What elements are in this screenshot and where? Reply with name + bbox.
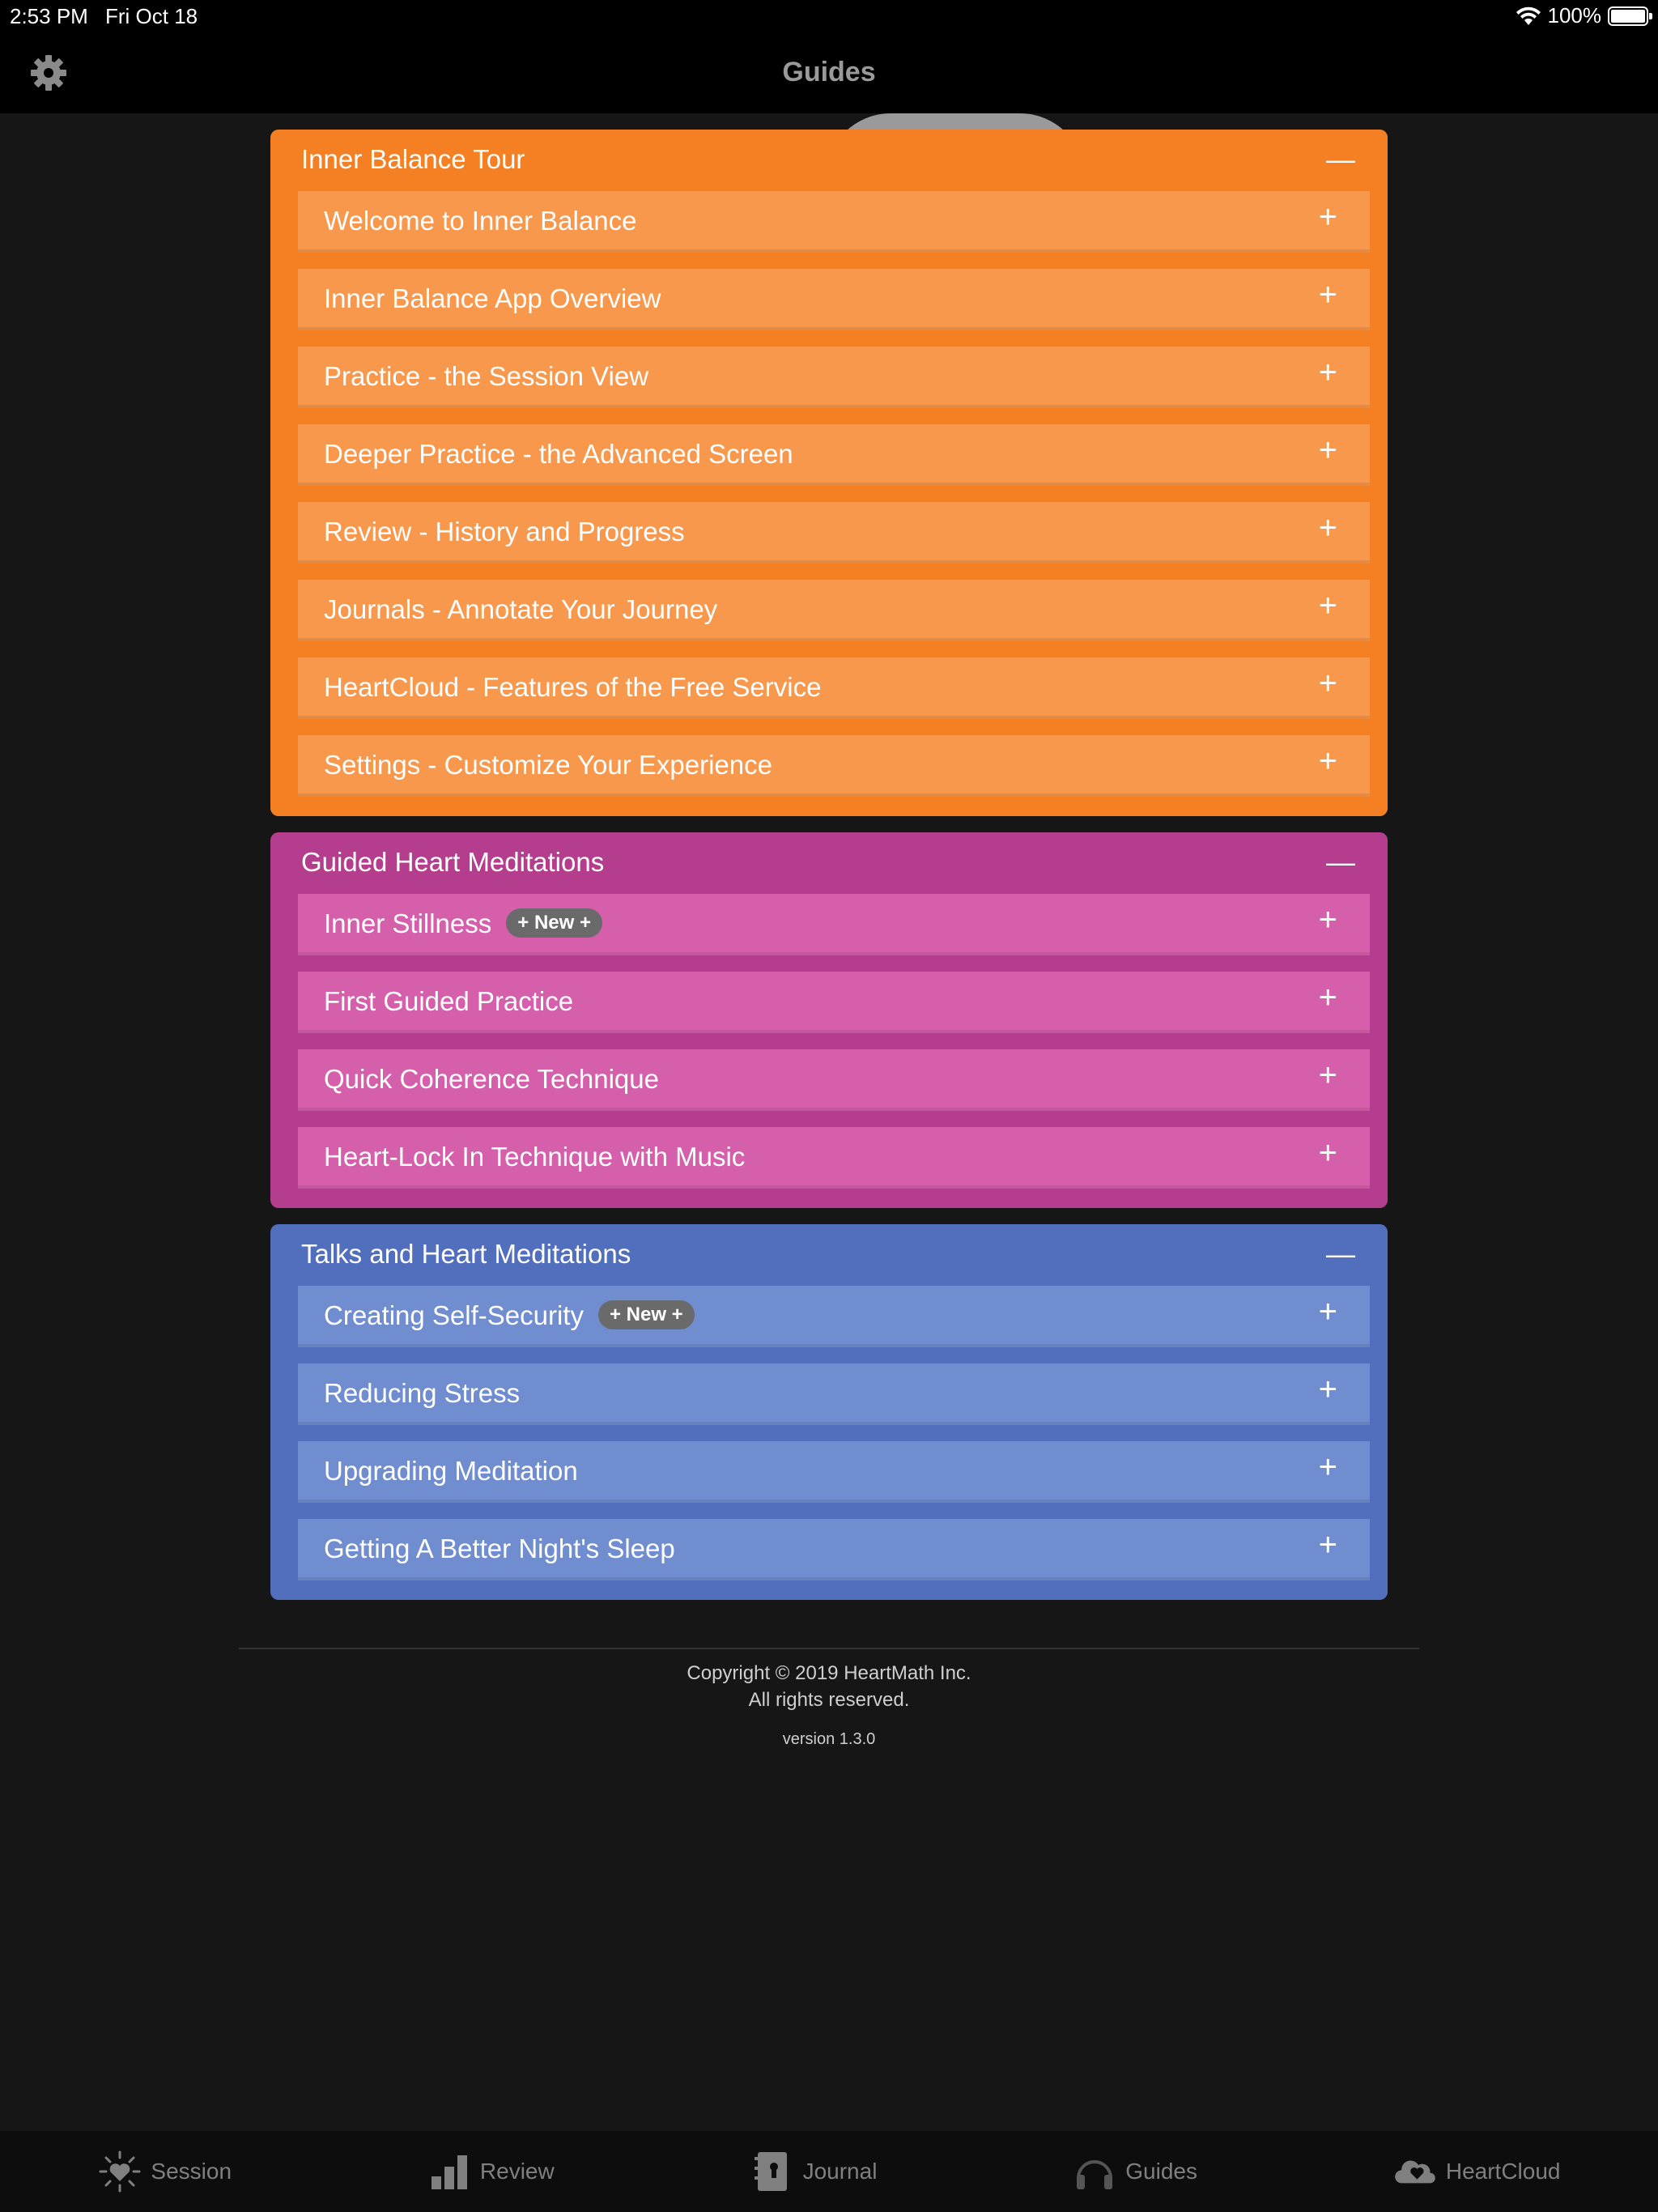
guide-item[interactable] [298, 972, 1370, 1033]
guide-item-label: Welcome to Inner Balance [324, 206, 637, 236]
expand-icon[interactable]: + [1318, 980, 1337, 1015]
guide-item-label: Heart-Lock In Technique with Music [324, 1142, 746, 1172]
tab-label: HeartCloud [1445, 2159, 1561, 2184]
guide-item-label: Getting A Better Night's Sleep [324, 1534, 675, 1563]
guide-item[interactable] [298, 894, 1370, 955]
guide-item[interactable] [298, 269, 1370, 330]
tab-session[interactable] [97, 2149, 232, 2194]
guide-item[interactable] [298, 502, 1370, 564]
section-title: Talks and Heart Meditations [301, 1239, 631, 1269]
expand-icon[interactable]: + [1318, 902, 1337, 938]
guide-item-label [324, 908, 602, 940]
guide-item[interactable] [298, 191, 1370, 253]
page-title: Guides [782, 57, 876, 87]
status-bar [0, 0, 1658, 32]
guide-item[interactable] [298, 1363, 1370, 1425]
expand-icon[interactable]: + [1318, 588, 1337, 623]
section-inner-balance-tour [270, 130, 1388, 816]
collapse-icon[interactable]: — [1326, 845, 1355, 878]
guide-item[interactable] [298, 580, 1370, 641]
new-badge: + New + [598, 1300, 695, 1329]
battery-icon [1608, 6, 1648, 26]
copyright-line: All rights reserved. [748, 1689, 910, 1711]
expand-icon[interactable]: + [1318, 355, 1337, 390]
expand-icon[interactable]: + [1318, 1294, 1337, 1329]
section-header[interactable] [280, 1224, 1388, 1286]
expand-icon[interactable]: + [1318, 1449, 1337, 1485]
guide-item[interactable] [298, 1441, 1370, 1503]
guide-item-label: Settings - Customize Your Experience [324, 750, 772, 780]
expand-icon[interactable]: + [1318, 432, 1337, 468]
expand-icon[interactable]: + [1318, 199, 1337, 235]
footer-divider [239, 1648, 1419, 1649]
cloud-heart-icon [1392, 2149, 1438, 2194]
tab-label: Review [479, 2159, 555, 2184]
expand-icon[interactable]: + [1318, 1527, 1337, 1563]
guide-item[interactable] [298, 735, 1370, 797]
copyright [0, 1660, 1658, 1713]
tab-label: Session [151, 2159, 232, 2184]
collapse-icon[interactable]: — [1326, 1237, 1355, 1270]
heart-burst-icon [97, 2149, 142, 2194]
expand-icon[interactable]: + [1318, 666, 1337, 701]
section-header[interactable] [280, 832, 1388, 894]
guide-item-label: Upgrading Meditation [324, 1456, 578, 1486]
collapse-icon[interactable]: — [1326, 143, 1355, 176]
guide-item-label: Review - History and Progress [324, 517, 685, 547]
tab-label: Guides [1125, 2159, 1197, 2184]
guide-item-label: First Guided Practice [324, 986, 574, 1016]
guide-item-label: Deeper Practice - the Advanced Screen [324, 439, 793, 469]
guide-item[interactable] [298, 1519, 1370, 1580]
guide-item-label [324, 1300, 695, 1332]
status-date: Fri Oct 18 [105, 4, 198, 28]
guide-item[interactable] [298, 347, 1370, 408]
wifi-icon [1516, 6, 1541, 27]
guide-item[interactable] [298, 1127, 1370, 1189]
tab-guides[interactable] [1072, 2149, 1197, 2194]
new-badge: + New + [506, 908, 602, 938]
guide-item-label: Inner Balance App Overview [324, 283, 661, 313]
expand-icon[interactable]: + [1318, 743, 1337, 779]
guide-item-label: Journals - Annotate Your Journey [324, 594, 718, 624]
tab-label: Journal [802, 2159, 878, 2184]
tab-heartcloud[interactable] [1392, 2149, 1561, 2194]
section-guided-heart-meditations [270, 832, 1388, 1208]
tab-journal[interactable] [750, 2149, 878, 2194]
expand-icon[interactable]: + [1318, 277, 1337, 313]
section-talks-and-heart-meditations [270, 1224, 1388, 1600]
section-title: Inner Balance Tour [301, 144, 525, 174]
guide-item-label: HeartCloud - Features of the Free Service [324, 672, 822, 702]
guide-item[interactable] [298, 424, 1370, 486]
section-header[interactable] [280, 130, 1388, 191]
copyright-line: Copyright © 2019 HeartMath Inc. [687, 1662, 971, 1684]
status-right [1516, 3, 1649, 28]
status-time: 2:53 PM [10, 4, 88, 28]
expand-icon[interactable]: + [1318, 1135, 1337, 1171]
expand-icon[interactable]: + [1318, 1057, 1337, 1093]
journal-icon [750, 2149, 795, 2194]
guide-item-label: Quick Coherence Technique [324, 1064, 659, 1094]
guide-item[interactable] [298, 657, 1370, 719]
tab-review[interactable] [427, 2149, 555, 2194]
section-title: Guided Heart Meditations [301, 847, 605, 877]
guide-item-label: Practice - the Session View [324, 361, 649, 391]
version-text: version 1.3.0 [782, 1730, 876, 1748]
guide-item-text: Creating Self-Security [324, 1300, 584, 1330]
expand-icon[interactable]: + [1318, 510, 1337, 546]
guide-item[interactable] [298, 1049, 1370, 1111]
tab-bar [0, 2131, 1658, 2212]
guide-item[interactable] [298, 1286, 1370, 1347]
guide-item-text: Inner Stillness [324, 908, 492, 938]
bar-chart-icon [427, 2149, 472, 2194]
headphones-icon [1072, 2149, 1117, 2194]
expand-icon[interactable]: + [1318, 1372, 1337, 1407]
battery-percent: 100% [1547, 3, 1601, 28]
navigation-bar [0, 32, 1658, 113]
guide-item-label: Reducing Stress [324, 1378, 521, 1408]
